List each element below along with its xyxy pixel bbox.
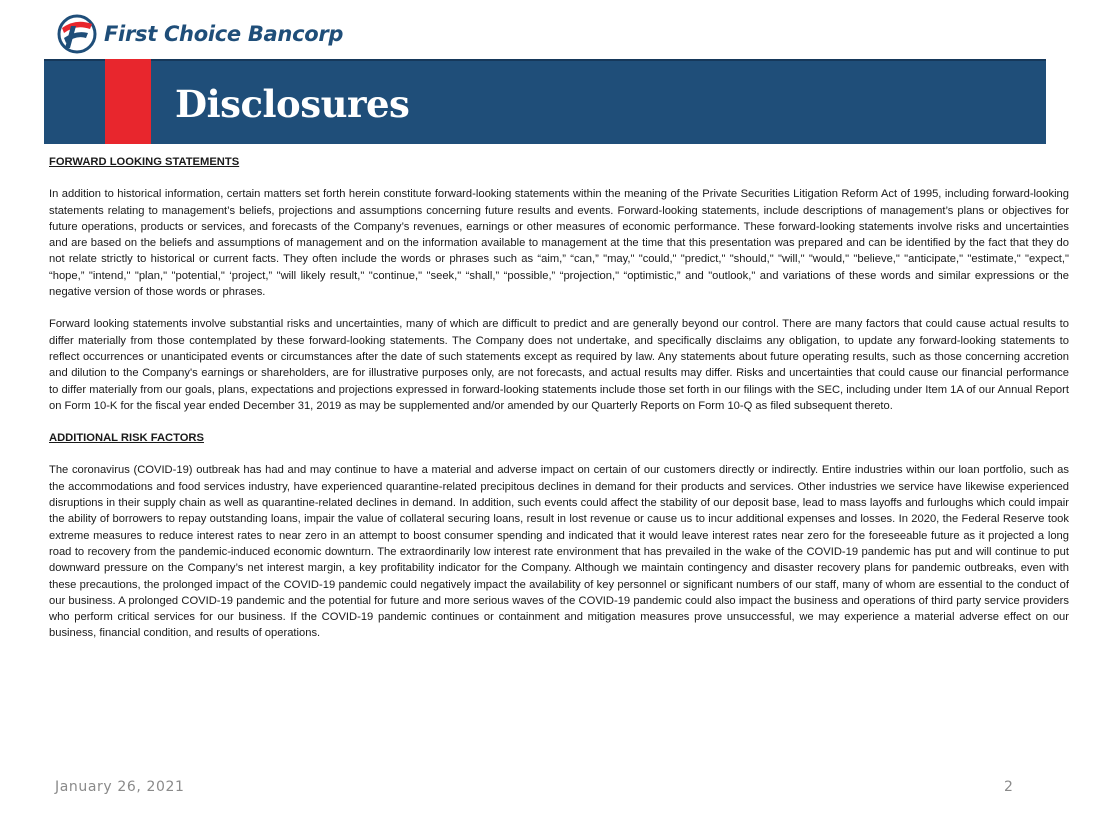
company-name: First Choice Bancorp bbox=[104, 22, 344, 46]
section-heading-forward-looking: FORWARD LOOKING STATEMENTS bbox=[49, 156, 240, 168]
paragraph: In addition to historical information, certain matters set forth herein constitute forward-looking statements within the meaning of the Private Securities Litigation Reform Act of 1995, including forward-looking statements relating to management’s beliefs, projections and assumptions concerning future results and events. Forward-looking statements, include descriptions of management’s plans or objectives for future operations, products or services, and forecasts of the Company’s revenues, earnings or other measures of economic performance. These forward-looking statements involve risks and uncertainties and are based on the beliefs and assumptions of management and on the information available to management at the time that this presentation was prepared and can be identified by the fact that they do not relate strictly to historical or current facts. They often include the words or phrases such as “aim,” “can,” "may," "could," "predict," "should," "will," "would," "believe," "anticipate," "estimate," "expect," “hope,” "intend," "plan," "potential," ‘project,” "will likely result," "continue," "seek," “shall,” “possible,” “projection," “optimistic,” and "outlook," and variations of these words and similar expressions or the negative version of those words or phrases. bbox=[49, 188, 1069, 299]
disclosure-content bbox=[49, 154, 1069, 642]
red-accent-stripe bbox=[105, 59, 151, 144]
footer-date: January 26, 2021 bbox=[55, 779, 185, 795]
company-logo bbox=[56, 14, 343, 54]
paragraph: The coronavirus (COVID-19) outbreak has had and may continue to have a material and adverse impact on certain of our customers directly or indirectly. Entire industries within our loan portfolio, such as the accommodations and food services industry, have experienced quarantine-related precipitous declines in demand for their products and services. Other industries we service have likewise experienced disruptions in their supply chain as well as quarantine-related declines in demand. In addition, such events could affect the stability of our deposit base, lead to mass layoffs and furloughs which could impair the ability of borrowers to repay outstanding loans, impair the value of collateral securing loans, result in lost revenue or cause us to incur additional expenses and losses. In 2020, the Federal Reserve took extreme measures to reduce interest rates to near zero in an attempt to boost consumer spending and indicated that it would leave interest rates near zero for the foreseeable future as it projected a long road to recovery from the pandemic-induced economic downturn. The extraordinarily low interest rate environment that has prevailed in the wake of the COVID-19 pandemic has put and will continue to put downward pressure on the Company’s net interest margin, a key profitability indicator for the Company. Although we maintain contingency and disaster recovery plans for pandemic outbreaks, even with these precautions, the prolonged impact of the COVID-19 pandemic could negatively impact the availability of key personnel or significant numbers of our staff, many of whom are essential to the conduct of our business. A prolonged COVID-19 pandemic and the potential for future and more serious waves of the COVID-19 pandemic could also impact the business and operations of third party service providers who perform critical services for our business. If the COVID-19 pandemic continues or containment and mitigation measures prove unsuccessful, we may experience a material adverse effect on our business, financial condition, and results of operations. bbox=[49, 464, 1069, 640]
paragraph: Forward looking statements involve substantial risks and uncertainties, many of which are difficult to predict and are generally beyond our control. There are many factors that could cause actual results to differ materially from those contemplated by these forward-looking statements. The Company does not undertake, and specifically disclaims any obligation, to update any forward-looking statements to reflect occurrences or unanticipated events or circumstances after the date of such statements except as required by law. Any statements about future operating results, such as those concerning accretion and dilution to the Company's earnings or shareholders, are for illustrative purposes only, are not forecasts, and actual results may differ. Risks and uncertainties that could cause our financial performance to differ materially from our goals, plans, expectations and projections expressed in forward-looking statements include those set forth in our filings with the SEC, including under Item 1A of our Annual Report on Form 10-K for the fiscal year ended December 31, 2019 as may be supplemented and/or amended by our Quarterly Reports on Form 10-Q as filed subsequent thereto. bbox=[49, 318, 1069, 412]
section-heading-additional-risk: ADDITIONAL RISK FACTORS bbox=[49, 432, 204, 445]
fc-swirl-logo-icon bbox=[56, 14, 98, 54]
page-number: 2 bbox=[1004, 779, 1013, 795]
page-title: Disclosures bbox=[175, 82, 410, 126]
